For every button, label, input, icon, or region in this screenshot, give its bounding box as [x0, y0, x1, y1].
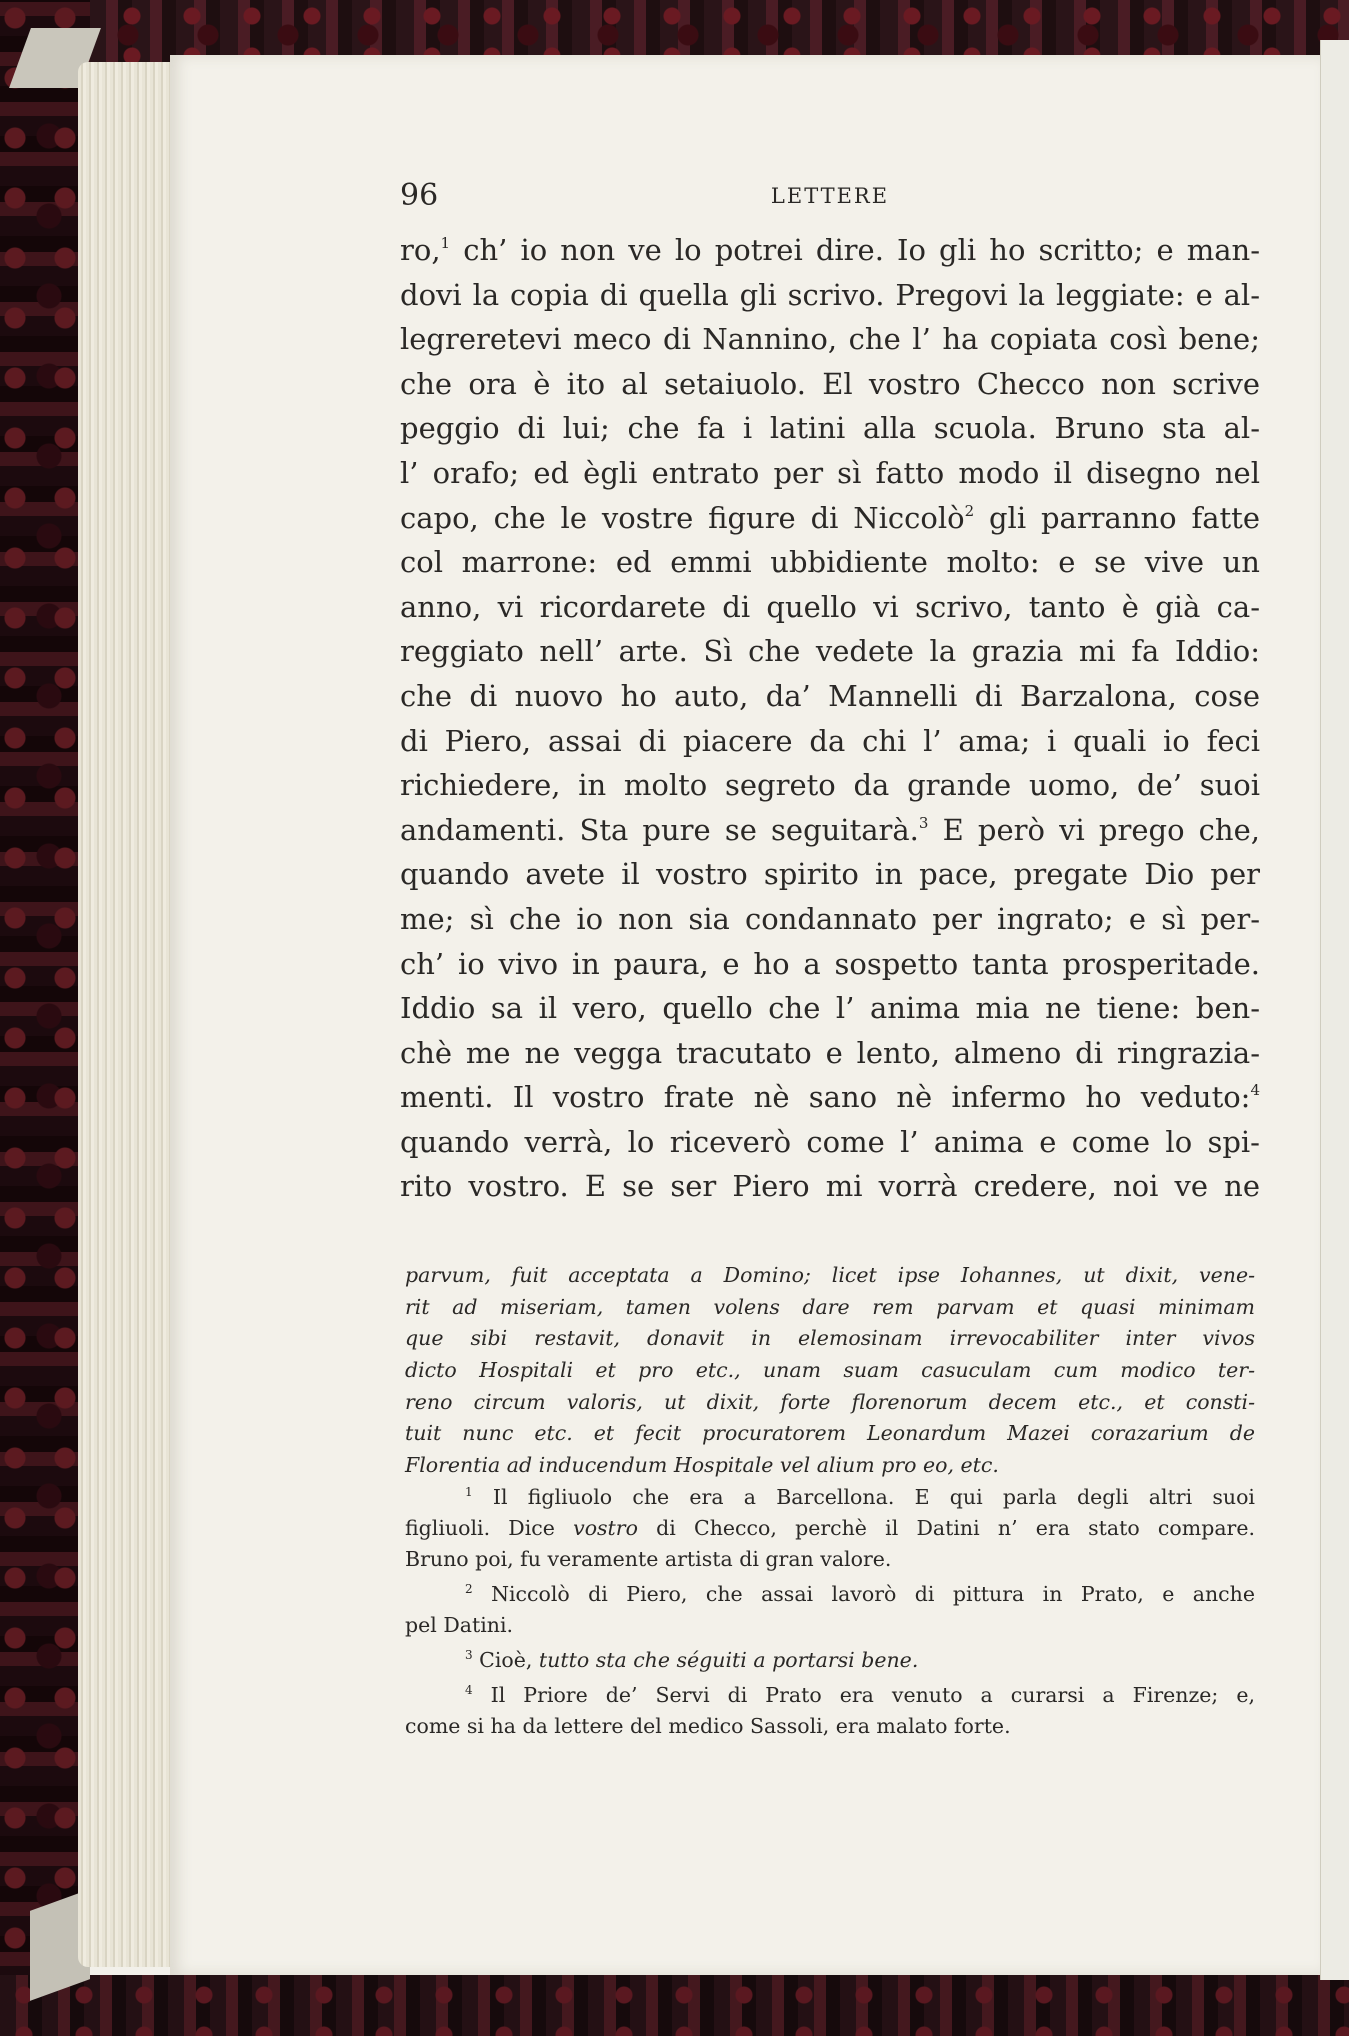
- body-line-text: che ora è ito al setaiuolo. El vostro Checco non scrive: [400, 366, 1260, 401]
- body-line-text: capo, che le vostre figure di Niccolò: [400, 500, 965, 535]
- footnote-text: figliuoli. Dice vostro di Checco, perchè il Datini n’ era stato compare.: [405, 1515, 1255, 1540]
- body-line: [400, 986, 1260, 1031]
- body-line: [400, 1031, 1260, 1076]
- body-line: [400, 629, 1260, 674]
- page-edges: [78, 62, 178, 1967]
- body-line-text: dovi la copia di quella gli scrivo. Pregovi la leggiate: e al-: [400, 277, 1260, 312]
- latin-note-line: que sibi restavit, donavit in elemosinam irrevocabiliter inter vivos: [405, 1326, 1255, 1351]
- body-line-text: chè me ne vegga tracutato e lento, almeno di ringrazia-: [400, 1035, 1260, 1070]
- body-line-text: di Piero, assai di piacere da chi l’ ama; i quali io feci: [400, 723, 1260, 758]
- footnote-1: [405, 1482, 1255, 1579]
- footnote-number: 2: [465, 1581, 473, 1596]
- footnote-line: [405, 1610, 1255, 1641]
- latin-note-line: parvum, fuit acceptata a Domino; licet ipse Iohannes, ut dixit, vene-: [405, 1263, 1255, 1287]
- running-head: LETTERE: [770, 184, 890, 208]
- body-line: [400, 540, 1260, 585]
- latin-note-line: rit ad miseriam, tamen volens dare rem parvam et quasi minimam: [405, 1294, 1255, 1319]
- body-line-text: reggiato nell’ arte. Sì che vedete la grazia mi fa Iddio:: [400, 634, 1260, 669]
- body-line-text: ro,: [400, 233, 441, 267]
- footnote-line: [405, 1680, 1255, 1711]
- footnote-line: [405, 1513, 1255, 1544]
- footnote-2: [405, 1579, 1255, 1645]
- body-line: [400, 1164, 1260, 1209]
- body-line: [400, 585, 1260, 630]
- footnote-line: [405, 1579, 1255, 1610]
- body-line: [400, 942, 1260, 987]
- body-line: [400, 763, 1260, 808]
- footnote-number: 1: [465, 1484, 473, 1499]
- body-line: [400, 496, 1260, 541]
- footnote-line: [405, 1645, 1255, 1676]
- body-line: [400, 1120, 1260, 1165]
- footnote-marker: 3: [918, 813, 929, 832]
- body-line-text: rito vostro. E se ser Piero mi vorrà credere, noi ve ne: [400, 1169, 1260, 1204]
- body-line: [400, 852, 1260, 897]
- footnote-3: [405, 1645, 1255, 1680]
- body-line-text: menti. Il vostro frate nè sano nè infermo ho veduto:: [400, 1080, 1251, 1115]
- body-line-text: andamenti. Sta pure se seguitarà.: [400, 812, 919, 847]
- body-line: [400, 273, 1260, 318]
- body-line-text: legreretevi meco di Nannino, che l’ ha copiata così bene;: [400, 322, 1260, 357]
- latin-note-line: Florentia ad inducendum Hospitale vel alium pro eo, etc.: [405, 1453, 999, 1478]
- body-line-text: quando verrà, lo riceverò come l’ anima e come lo spi-: [400, 1124, 1260, 1159]
- body-line-text: ch’ io non ve lo potrei dire. Io gli ho scritto; e man-: [450, 233, 1260, 267]
- body-line: [400, 808, 1260, 853]
- body-line-text: peggio di lui; che fa i latini alla scuola. Bruno sta al-: [400, 411, 1260, 446]
- body-line-text: anno, vi ricordarete di quello vi scrivo, tanto è già ca-: [400, 589, 1260, 624]
- body-line-text: me; sì che io non sia condannato per ingrato; e sì per-: [400, 901, 1260, 936]
- body-line-text: che di nuovo ho auto, da’ Mannelli di Barzalona, cose: [400, 678, 1260, 713]
- notes-section: [405, 1260, 1255, 1746]
- footnote-text: Niccolò di Piero, che assai lavorò di pittura in Prato, e anche: [491, 1581, 1255, 1606]
- footnote-number: 4: [465, 1682, 473, 1697]
- page-header: [400, 178, 1260, 218]
- body-line: [400, 719, 1260, 764]
- body-line-text: col marrone: ed emmi ubbidiente molto: e se vive un: [400, 545, 1260, 580]
- body-line: [400, 228, 1260, 273]
- footnote-line: [405, 1482, 1255, 1513]
- footnote-marker: 4: [1250, 1081, 1260, 1100]
- book-cover-spine: [0, 0, 90, 2036]
- body-line-text: richiedere, in molto segreto da grande uomo, de’ suoi: [400, 768, 1260, 803]
- latin-note-line: tuit nunc etc. et fecit procuratorem Leonardum Mazei corazarium de: [405, 1421, 1255, 1446]
- latin-note-line: dicto Hospitali et pro etc., unam suam casuculam cum modico ter-: [405, 1358, 1255, 1383]
- body-line-text: ch’ io vivo in paura, e ho a sospetto tanta prosperitade.: [400, 946, 1260, 981]
- footnote-marker: 1: [440, 234, 451, 252]
- footnote-text: come si ha da lettere del medico Sassoli, era malato forte.: [405, 1713, 1011, 1738]
- footnote-4: [405, 1680, 1255, 1746]
- body-line-text: E però vi prego che,: [928, 812, 1260, 847]
- body-line-text: Iddio sa il vero, quello che l’ anima mia ne tiene: ben-: [400, 991, 1260, 1026]
- body-line-text: quando avete il vostro spirito in pace, pregate Dio per: [400, 857, 1260, 892]
- body-line-text: l’ orafo; ed ègli entrato per sì fatto modo il disegno nel: [400, 455, 1260, 490]
- footnote-text: Bruno poi, fu veramente artista di gran valore.: [405, 1546, 892, 1571]
- footnote-text: Cioè, tutto sta che séguiti a portarsi bene.: [479, 1647, 919, 1672]
- footnote-marker: 2: [964, 501, 975, 520]
- footnote-number: 3: [465, 1647, 473, 1662]
- page-number: 96: [400, 178, 439, 213]
- body-line: [400, 317, 1260, 362]
- footnote-line: [405, 1544, 1255, 1575]
- body-line: [400, 1075, 1260, 1120]
- footnote-text: pel Datini.: [405, 1612, 514, 1637]
- footnote-text: Il Priore de’ Servi di Prato era venuto a curarsi a Firenze; e,: [490, 1682, 1255, 1707]
- body-line: [400, 406, 1260, 451]
- body-line: [400, 897, 1260, 942]
- latin-note-line: reno circum valoris, ut dixit, forte florenorum decem etc., et consti-: [405, 1389, 1255, 1414]
- body-line-text: gli parranno fatte: [974, 500, 1260, 535]
- footnotes: [405, 1482, 1255, 1746]
- latin-note: [405, 1260, 1255, 1482]
- body-line: [400, 674, 1260, 719]
- body-line: [400, 362, 1260, 407]
- footnote-text: Il figliuolo che era a Barcellona. E qui parla degli altri suoi: [492, 1484, 1255, 1509]
- book-cover-bottom: [0, 1975, 1349, 2036]
- facing-page-edge: [1320, 40, 1349, 1980]
- main-text: [400, 228, 1260, 1209]
- footnote-line: [405, 1711, 1255, 1742]
- body-line: [400, 451, 1260, 496]
